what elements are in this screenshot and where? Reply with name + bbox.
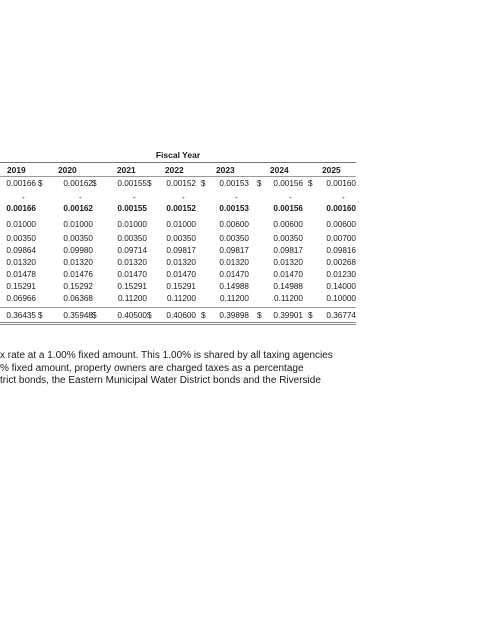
table-cell: 0.00350: [219, 234, 249, 243]
year-header-cell: 2022: [165, 165, 184, 175]
table-cell: 0.06966: [6, 294, 36, 303]
table-cell: 0.00600: [273, 220, 303, 229]
table-cell: 0.00160: [326, 179, 356, 188]
table-cell: 0.00166: [6, 204, 36, 213]
table-cell: 0.00600: [219, 220, 249, 229]
dollar-sign: $: [308, 179, 313, 188]
table-cell: 0.15291: [166, 282, 196, 291]
table-cell: 0.00162: [63, 179, 93, 188]
table-cell: 0.00350: [117, 234, 147, 243]
year-header-cell: 2021: [117, 165, 136, 175]
table-cell: 0.01320: [6, 258, 36, 267]
table-row: [0, 203, 360, 215]
year-header-cell: 2020: [58, 165, 77, 175]
table-cell: 0.01000: [63, 220, 93, 229]
table-cell: -: [235, 193, 238, 202]
table-row: [0, 281, 360, 293]
year-header-row: [0, 164, 360, 176]
table-cell: 0.11200: [274, 294, 303, 303]
table-cell: 0.09714: [117, 246, 147, 255]
table-cell: 0.00700: [326, 234, 356, 243]
table-cell: 0.01000: [6, 220, 36, 229]
table-cell: 0.40500: [117, 311, 147, 320]
note-line-2: % fixed amount, property owners are charged taxes as a percentage: [0, 362, 304, 374]
table-cell: 0.01320: [219, 258, 249, 267]
fiscal-year-rule: [0, 162, 356, 163]
table-cell: 0.01320: [63, 258, 93, 267]
table-row: [0, 233, 360, 245]
table-cell: 0.00160: [326, 204, 356, 213]
table-cell: 0.00152: [166, 179, 196, 188]
table-cell: 0.10000: [326, 294, 356, 303]
table-cell: 0.39901: [273, 311, 303, 320]
dollar-sign: $: [308, 311, 313, 320]
table-cell: 0.00166: [6, 179, 36, 188]
dollar-sign: $: [92, 311, 97, 320]
table-cell: 0.40600: [166, 311, 196, 320]
header-rule: [0, 176, 356, 177]
dollar-sign: $: [201, 179, 206, 188]
table-cell: 0.00350: [166, 234, 196, 243]
table-cell: 0.01320: [273, 258, 303, 267]
table-cell: 0.00153: [219, 204, 249, 213]
total-double-rule: [0, 322, 356, 325]
table-cell: 0.00152: [166, 204, 196, 213]
table-cell: 0.15291: [6, 282, 36, 291]
table-cell: 0.01470: [166, 270, 196, 279]
table-cell: 0.09816: [326, 246, 356, 255]
table-cell: 0.01320: [117, 258, 147, 267]
dollar-sign: $: [92, 179, 97, 188]
table-cell: 0.11200: [167, 294, 196, 303]
table-cell: 0.36435: [6, 311, 36, 320]
table-cell: 0.01470: [273, 270, 303, 279]
year-header-cell: 2024: [270, 165, 289, 175]
table-cell: -: [182, 193, 185, 202]
table-cell: 0.35948: [63, 311, 93, 320]
table-cell: 0.09864: [6, 246, 36, 255]
table-cell: 0.09817: [219, 246, 249, 255]
dollar-sign: $: [257, 179, 262, 188]
table-row: [0, 219, 360, 231]
table-cell: 0.00350: [6, 234, 36, 243]
table-cell: 0.00350: [273, 234, 303, 243]
dollar-sign: $: [147, 311, 152, 320]
table-cell: 0.14000: [326, 282, 356, 291]
table-cell: 0.00156: [273, 204, 303, 213]
dollar-sign: $: [257, 311, 262, 320]
table-cell: 0.14988: [273, 282, 303, 291]
table-cell: 0.11200: [220, 294, 249, 303]
note-line-1: x rate at a 1.00% fixed amount. This 1.00% is shared by all taxing agencies: [0, 350, 333, 361]
table-cell: 0.00600: [326, 220, 356, 229]
table-cell: 0.09817: [166, 246, 196, 255]
dollar-sign: $: [147, 179, 152, 188]
table-cell: 0.00155: [117, 204, 147, 213]
table-cell: 0.01470: [219, 270, 249, 279]
table-cell: 0.06368: [63, 294, 93, 303]
table-cell: 0.00268: [326, 258, 356, 267]
table-row: [0, 269, 360, 281]
table-cell: 0.15292: [63, 282, 93, 291]
table-cell: 0.15291: [117, 282, 147, 291]
table-cell: -: [22, 193, 25, 202]
table-cell: 0.00156: [273, 179, 303, 188]
table-cell: 0.01476: [63, 270, 93, 279]
table-cell: 0.01320: [166, 258, 196, 267]
explanatory-note: [0, 350, 480, 388]
table-cell: 0.39898: [219, 311, 249, 320]
table-cell: 0.11200: [118, 294, 147, 303]
total-row: [0, 310, 360, 322]
table-cell: 0.36774: [326, 311, 356, 320]
table-cell: -: [289, 193, 292, 202]
year-header-cell: 2025: [322, 165, 341, 175]
fiscal-year-header: Fiscal Year: [155, 150, 201, 160]
table-row: [0, 293, 360, 305]
table-row: [0, 245, 360, 257]
table-cell: -: [79, 193, 82, 202]
table-row: [0, 257, 360, 269]
year-header-cell: 2023: [216, 165, 235, 175]
table-row: [0, 178, 360, 190]
table-cell: 0.00350: [63, 234, 93, 243]
table-cell: -: [133, 193, 136, 202]
table-cell: -: [342, 193, 345, 202]
table-cell: 0.01478: [6, 270, 36, 279]
table-cell: 0.01000: [117, 220, 147, 229]
table-cell: 0.00153: [219, 179, 249, 188]
table-cell: 0.01000: [166, 220, 196, 229]
table-cell: 0.01470: [117, 270, 147, 279]
total-top-rule: [0, 307, 356, 308]
dollar-sign: $: [201, 311, 206, 320]
table-cell: 0.09980: [63, 246, 93, 255]
dollar-sign: $: [38, 311, 43, 320]
table-cell: 0.14988: [219, 282, 249, 291]
table-cell: 0.01230: [326, 270, 356, 279]
table-cell: 0.09817: [273, 246, 303, 255]
note-line-3: trict bonds, the Eastern Municipal Water District bonds and the Riverside: [0, 375, 321, 387]
dollar-sign: $: [38, 179, 43, 188]
year-header-cell: 2019: [7, 165, 26, 175]
table-cell: 0.00155: [117, 179, 147, 188]
table-cell: 0.00162: [63, 204, 93, 213]
